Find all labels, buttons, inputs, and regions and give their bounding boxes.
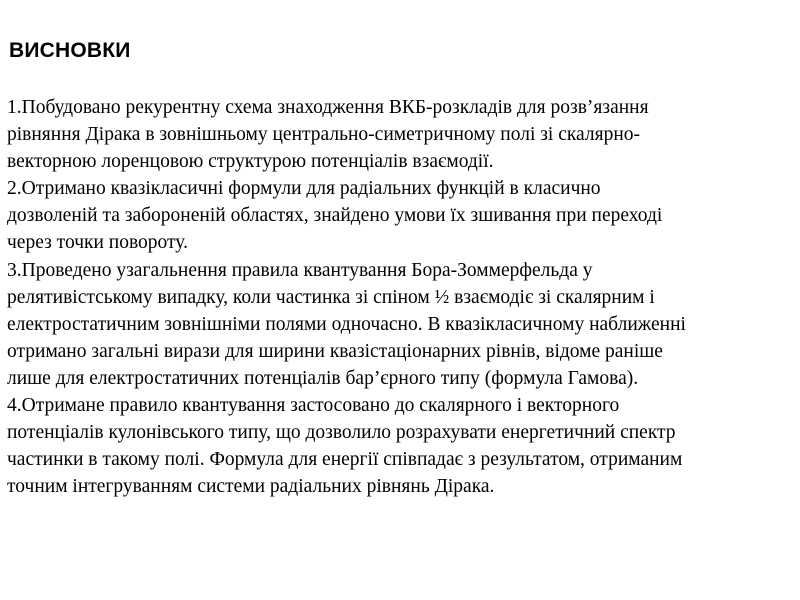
text-line-2: рівняння Дірака в зовнішньому центрально-симетричному полі зі скалярно- xyxy=(7,124,641,146)
slide-title: ВИСНОВКИ xyxy=(9,39,131,62)
text-line-3: векторною лоренцовою структурою потенціалів взаємодії. xyxy=(7,151,494,173)
conclusions-text xyxy=(7,94,797,500)
text-line-14: частинки в такому полі. Формула для енергії співпадає з результатом, отриманим xyxy=(7,449,683,471)
text-line-1: 1.Побудовано рекурентну схема знаходження ВКБ-розкладів для розв’язання xyxy=(7,97,649,118)
text-line-5: дозволеній та забороненій областях, знайдено умови їх зшивання при переході xyxy=(7,205,663,227)
text-line-11: лише для електростатичних потенціалів бар’єрного типу (формула Гамова). xyxy=(7,367,639,389)
text-line-4: 2.Отримано квазікласичні формули для радіальних функцій в класично xyxy=(7,178,601,200)
text-line-10: отримано загальні вирази для ширини квазістаціонарних рівнів, відоме раніше xyxy=(7,340,663,362)
text-line-15: точним інтегруванням системи радіальних рівнянь Дірака. xyxy=(7,476,495,498)
text-line-7: 3.Проведено узагальнення правила квантування Бора-Зоммерфельда у xyxy=(7,259,593,281)
text-line-8: релятивістському випадку, коли частинка зі спіном ½ взаємодіє зі скалярним і xyxy=(7,286,655,308)
text-line-6: через точки повороту. xyxy=(7,232,188,254)
text-line-9: електростатичним зовнішніми полями одночасно. В квазікласичному наближенні xyxy=(7,313,686,335)
text-line-12: 4.Отримане правило квантування застосовано до скалярного і векторного xyxy=(7,395,620,417)
text-line-13: потенціалів кулонівського типу, що дозволило розрахувати енергетичний спектр xyxy=(7,422,676,444)
